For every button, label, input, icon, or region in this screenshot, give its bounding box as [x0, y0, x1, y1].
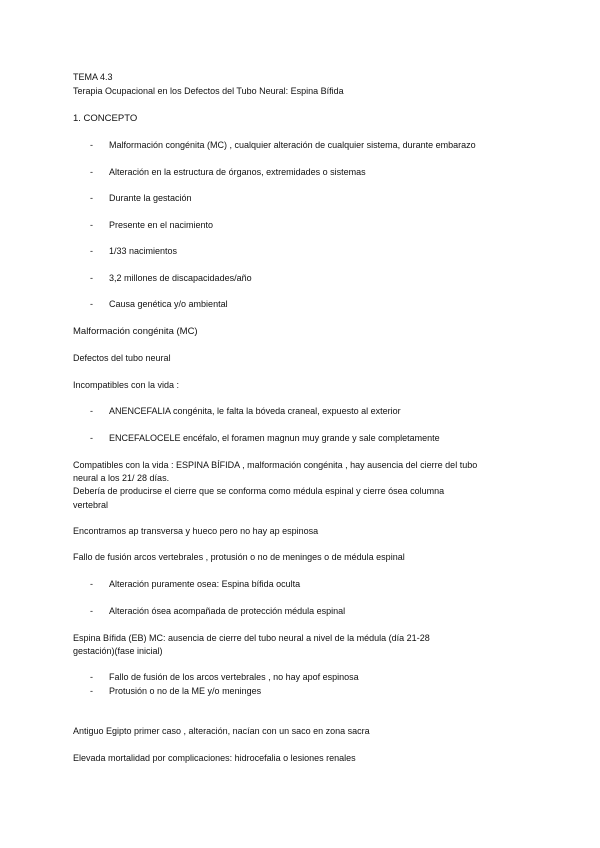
eb-bullet: Protusión o no de la ME y/o meninges	[109, 686, 262, 696]
bullet-marker: -	[90, 193, 93, 203]
document-title: Terapia Ocupacional en los Defectos del Tubo Neural: Espina Bífida	[73, 86, 344, 96]
bullet-marker: -	[90, 672, 93, 682]
fallo-bullet: Alteración puramente osea: Espina bífida oculta	[109, 579, 301, 589]
paragraph-espina-bifida-cont: gestación)(fase inicial)	[73, 646, 163, 656]
bullet-marker: -	[90, 220, 93, 230]
bullet-marker: -	[90, 433, 93, 443]
paragraph-deberia-cont: vertebral	[73, 500, 109, 510]
bullet-marker: -	[90, 246, 93, 256]
bullet-marker: -	[90, 140, 93, 150]
bullet-marker: -	[90, 299, 93, 309]
paragraph-espina-bifida: Espina Bífida (EB) MC: ausencia de cierre del tubo neural a nivel de la médula (día 21-28	[73, 633, 430, 643]
paragraph-malformacion: Malformación congénita (MC)	[73, 326, 198, 337]
concepto-bullet: 1/33 nacimientos	[109, 246, 178, 256]
incompatibles-bullet: ENCEFALOCELE encéfalo, el foramen magnun muy grande y sale completamente	[109, 433, 440, 443]
fallo-bullet: Alteración ósea acompañada de protección médula espinal	[109, 606, 346, 616]
bullet-marker: -	[90, 579, 93, 589]
paragraph-egipto: Antiguo Egipto primer caso , alteración, nacían con un saco en zona sacra	[73, 726, 370, 736]
paragraph-defectos: Defectos del tubo neural	[73, 353, 171, 363]
paragraph-incompatibles: Incompatibles con la vida :	[73, 380, 180, 390]
section-heading-concepto: 1. CONCEPTO	[73, 113, 138, 124]
bullet-marker: -	[90, 167, 93, 177]
eb-bullet: Fallo de fusión de los arcos vertebrales , no hay apof espinosa	[109, 672, 359, 682]
concepto-bullet: Durante la gestación	[109, 193, 192, 203]
concepto-bullet: 3,2 millones de discapacidades/año	[109, 273, 252, 283]
paragraph-encontramos: Encontramos ap transversa y hueco pero no hay ap espinosa	[73, 526, 319, 536]
bullet-marker: -	[90, 606, 93, 616]
paragraph-fallo: Fallo de fusión arcos vertebrales , protusión o no de meninges o de médula espinal	[73, 552, 405, 562]
paragraph-deberia: Debería de producirse el cierre que se conforma como médula espinal y cierre ósea columna	[73, 486, 445, 496]
paragraph-mortalidad: Elevada mortalidad por complicaciones: hidrocefalia o lesiones renales	[73, 753, 356, 763]
concepto-bullet: Alteración en la estructura de órganos, extremidades o sistemas	[109, 167, 366, 177]
paragraph-compatibles-cont: neural a los 21/ 28 días.	[73, 473, 170, 483]
bullet-marker: -	[90, 406, 93, 416]
concepto-bullet: Malformación congénita (MC) , cualquier alteración de cualquier sistema, durante embarazo	[109, 140, 476, 150]
tema-label: TEMA 4.3	[73, 72, 113, 82]
bullet-marker: -	[90, 686, 93, 696]
bullet-marker: -	[90, 273, 93, 283]
paragraph-compatibles: Compatibles con la vida : ESPINA BÍFIDA , malformación congénita , hay ausencia del cierre del tubo	[73, 460, 478, 470]
incompatibles-bullet: ANENCEFALIA congénita, le falta la bóveda craneal, expuesto al exterior	[109, 406, 401, 416]
concepto-bullet: Causa genética y/o ambiental	[109, 299, 228, 309]
concepto-bullet: Presente en el nacimiento	[109, 220, 214, 230]
